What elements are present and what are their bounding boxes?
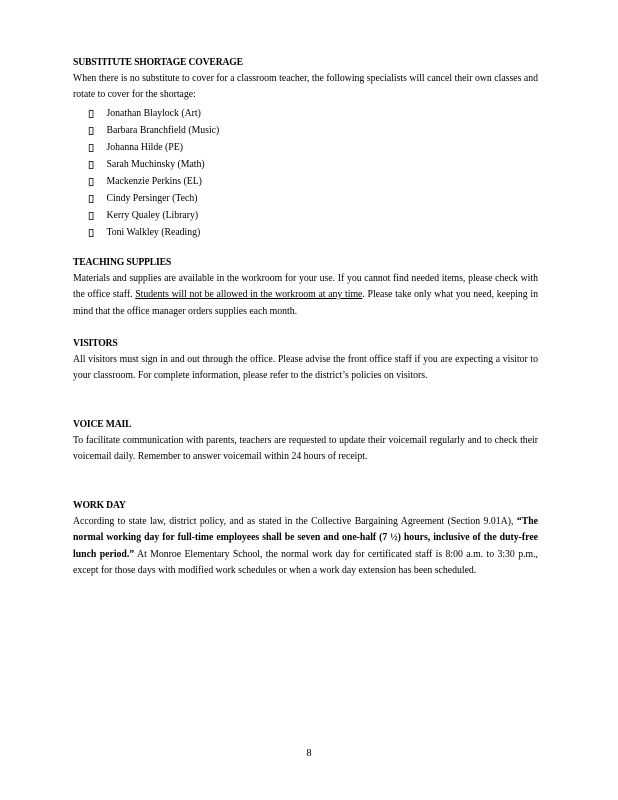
section-heading: WORK DAY bbox=[73, 500, 126, 511]
section-paragraph: All visitors must sign in and out through the office. Please advise the front office staff if you are expecting a visitor to your classroom. For complete information, please refer to the district’s policies on visitors. bbox=[73, 354, 538, 382]
section-heading: TEACHING SUPPLIES bbox=[73, 257, 172, 268]
bullet-box-icon bbox=[89, 178, 94, 186]
section-paragraph bbox=[73, 271, 538, 320]
list-item-text: Mackenzie Perkins (EL) bbox=[106, 175, 202, 187]
list-item bbox=[73, 139, 505, 156]
bullet-box-icon bbox=[89, 110, 94, 118]
list-item bbox=[73, 224, 505, 241]
list-item-text: Toni Walkley (Reading) bbox=[106, 226, 201, 238]
section-paragraph bbox=[73, 514, 538, 579]
supplies-text-before: Materials and supplies are available in the workroom for your use. If you cannot find needed items, please check with the office staff. bbox=[73, 273, 538, 301]
bullet-box-icon bbox=[89, 144, 94, 152]
bullet-box-icon bbox=[89, 229, 94, 237]
list-item-text: Johanna Hilde (PE) bbox=[106, 141, 183, 153]
list-item bbox=[73, 105, 505, 122]
section-substitute-coverage bbox=[73, 56, 538, 241]
workday-text-before: According to state law, district policy, and as stated in the Collective Bargaining Agreement (Section 9.01A), bbox=[73, 516, 517, 527]
specialist-list bbox=[73, 105, 538, 241]
section-heading: SUBSTITUTE SHORTAGE COVERAGE bbox=[73, 57, 243, 68]
list-item-text: Kerry Qualey (Library) bbox=[106, 209, 199, 221]
list-item bbox=[73, 173, 505, 190]
bullet-box-icon bbox=[89, 161, 94, 169]
list-item bbox=[73, 156, 505, 173]
bullet-box-icon bbox=[89, 127, 94, 135]
section-work-day bbox=[73, 499, 538, 579]
section-heading: VOICE MAIL bbox=[73, 419, 132, 430]
bullet-box-icon bbox=[89, 195, 94, 203]
list-item bbox=[73, 190, 505, 207]
list-item-text: Barbara Branchfield (Music) bbox=[106, 124, 220, 136]
bullet-box-icon bbox=[89, 212, 94, 220]
list-item bbox=[73, 207, 505, 224]
page-number: 8 bbox=[306, 748, 312, 759]
workday-quote: “The normal working day for full-time employees shall be seven and one-half (7 ½) hours, inclusive of the duty-free lunch period.” bbox=[73, 516, 538, 560]
list-item bbox=[73, 122, 505, 139]
section-paragraph: When there is no substitute to cover for a classroom teacher, the following specialists will cancel their own classes and rotate to cover for the shortage: bbox=[73, 73, 538, 101]
section-paragraph: To facilitate communication with parents, teachers are requested to update their voicemail regularly and to check their voicemail daily. Remember to answer voicemail within 24 hours of receipt. bbox=[73, 435, 538, 463]
workday-text-after: At Monroe Elementary School, the normal work day for certificated staff is 8:00 a.m. to 3:30 p.m., except for those days with modified work schedules or when a work day extension has been scheduled. bbox=[73, 548, 538, 576]
list-item-text: Cindy Persinger (Tech) bbox=[106, 192, 198, 204]
supplies-text-after: . Please take only what you need, keeping in mind that the office manager orders supplies each month. bbox=[73, 289, 538, 317]
list-item-text: Sarah Muchinsky (Math) bbox=[106, 158, 205, 170]
section-teaching-supplies bbox=[73, 256, 538, 320]
supplies-underlined-text: Students will not be allowed in the workroom at any time bbox=[135, 289, 363, 301]
section-heading: VISITORS bbox=[73, 338, 118, 349]
section-visitors bbox=[73, 337, 538, 385]
list-item-text: Jonathan Blaylock (Art) bbox=[106, 107, 201, 119]
section-voice-mail bbox=[73, 418, 538, 466]
